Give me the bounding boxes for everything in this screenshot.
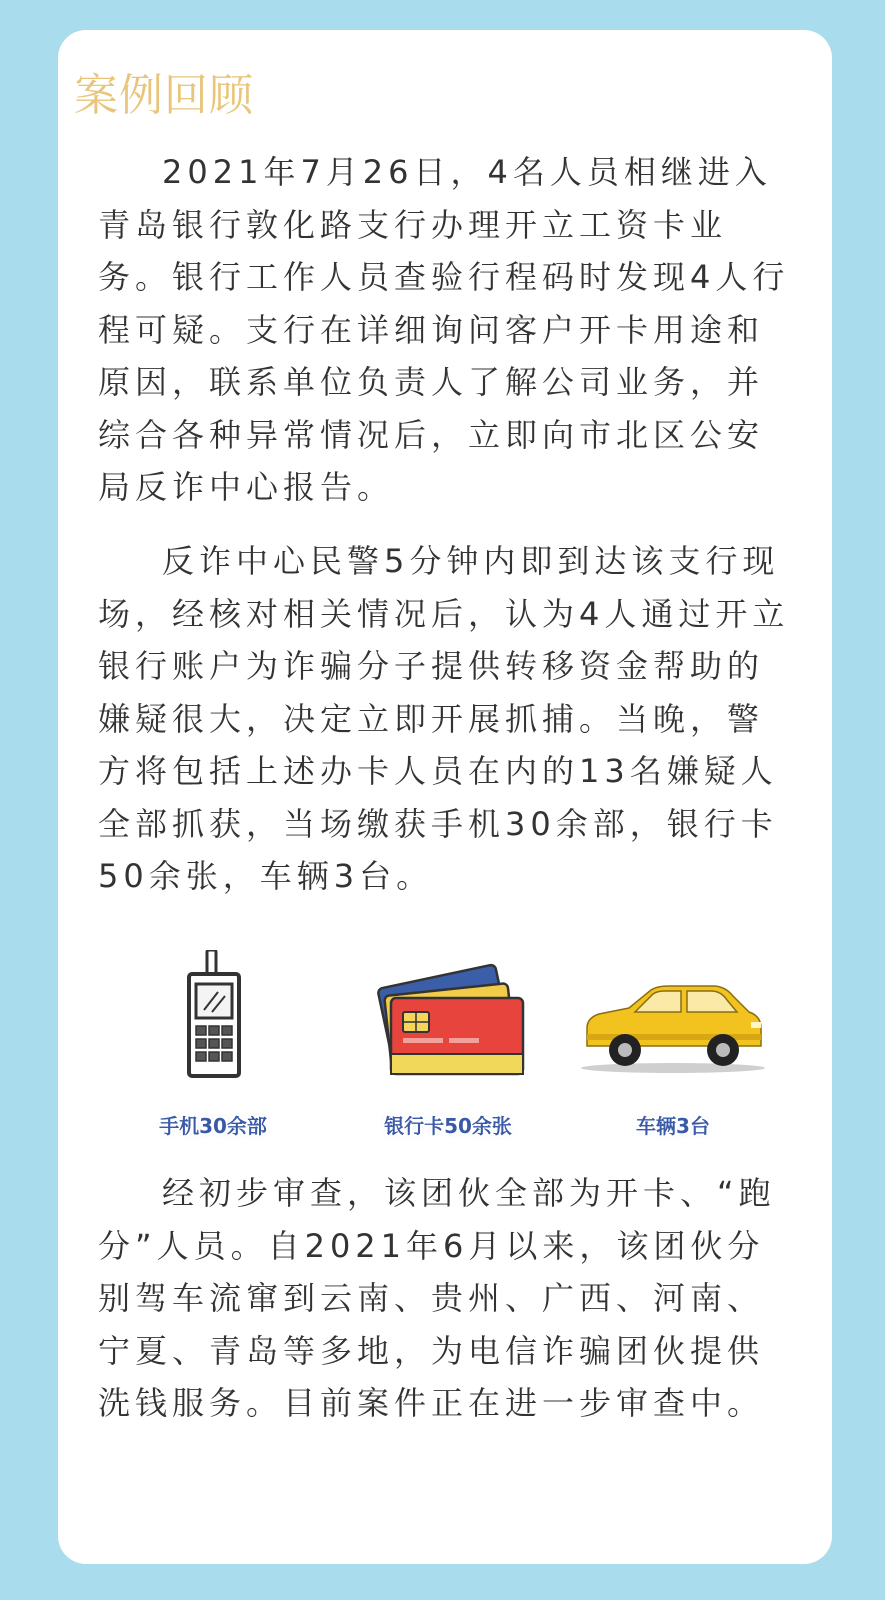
case-paragraph-3: 经初步审查，该团伙全部为开卡、“跑分”人员。自2021年6月以来，该团伙分别驾车流窜到云南、贵州、广西、河南、宁夏、青岛等多地，为电信诈骗团伙提供洗钱服务。目前案件正在进一步审查中。 (98, 1174, 776, 1422)
seized-item-label: 银行卡50余张 (384, 1114, 512, 1138)
seized-item-phones (98, 950, 328, 1150)
seized-item-label: 手机30余部 (159, 1114, 267, 1138)
seized-item-label: 车辆3台 (636, 1114, 710, 1138)
case-paragraph-1: 2021年7月26日，4名人员相继进入青岛银行敦化路支行办理开立工资卡业务。银行工作人员查验行程码时发现4人行程可疑。支行在详细询问客户开卡用途和原因，联系单位负责人了解公司业务，并综合各种异常情况后，立即向市北区公安局反诈中心报告。 (98, 153, 790, 506)
seized-item-cars (558, 950, 788, 1150)
phone-icon (163, 950, 263, 1080)
bank-card-icon (363, 950, 533, 1080)
seized-item-bank-cards (333, 950, 563, 1150)
section-title: 案例回顾 (74, 70, 254, 121)
car-icon (573, 950, 773, 1080)
case-paragraph-2: 反诈中心民警5分钟内即到达该支行现场，经核对相关情况后，认为4人通过开立银行账户为诈骗分子提供转移资金帮助的嫌疑很大，决定立即开展抓捕。当晚，警方将包括上述办卡人员在内的13名嫌疑人全部抓获，当场缴获手机30余部，银行卡50余张，车辆3台。 (98, 542, 790, 895)
seized-items (98, 950, 798, 1170)
